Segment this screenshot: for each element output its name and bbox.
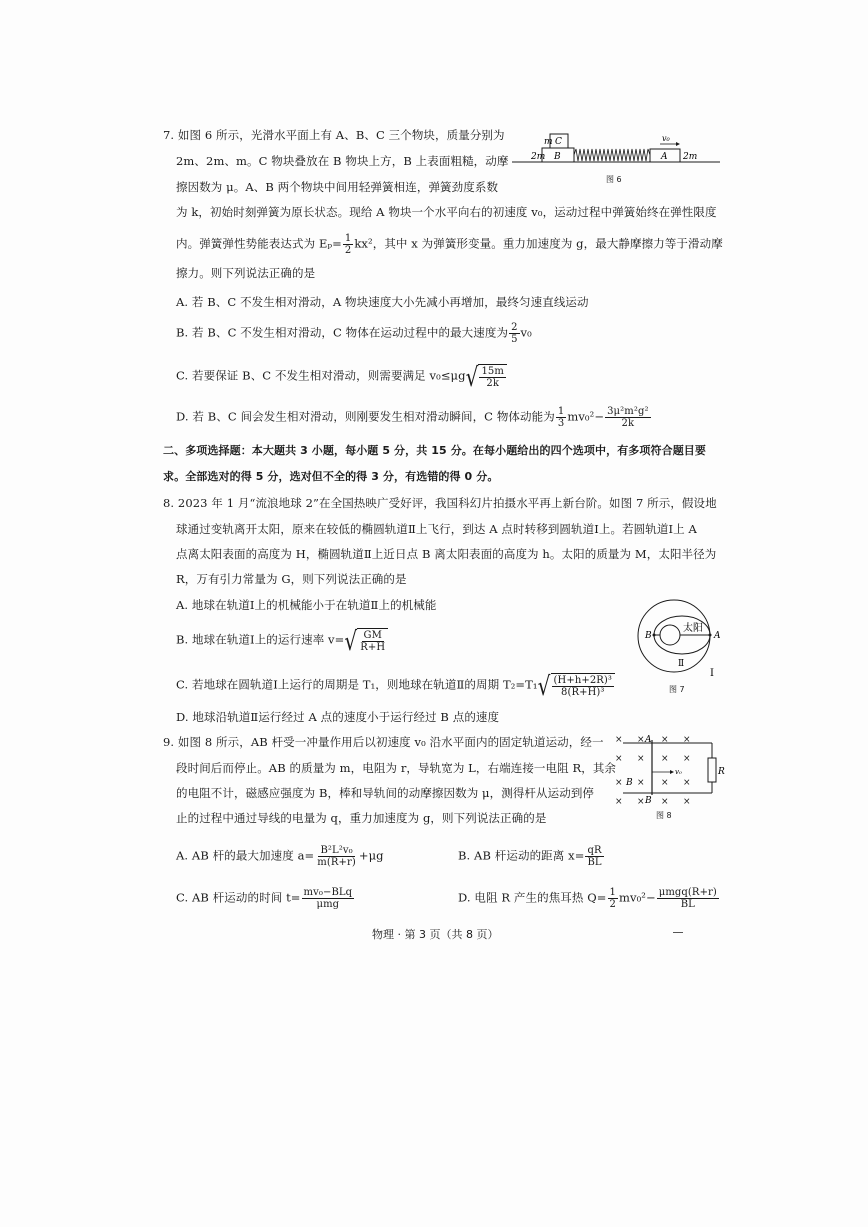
q7-text-line-6: 擦力。则下列说法正确的是 <box>176 266 316 280</box>
square-root: √ $\frac{GM}{R+H}$ <box>344 628 388 653</box>
q8-option-c: C. 若地球在圆轨道Ⅰ上运行的周期是 T₁，则地球在轨道Ⅱ的周期 T₂=T₁ √ $\frac{\text{(H+h+2R)³}}{\text{8(R+H)³}}$ <box>176 673 615 698</box>
svg-text:×: × <box>615 735 623 745</box>
q7-line5-suffix: kx²，其中 x 为弹簧形变量。重力加速度为 g，最大静摩擦力等于滑动摩 <box>354 236 723 251</box>
q8-text-line-1: 8. 2023 年 1 月“流浪地球 2”在全国热映广受好评，我国科幻片拍摄水平再上新台阶。如图 7 所示，假设地 <box>163 496 717 510</box>
q7-option-b: B. 若 B、C 不发生相对滑动，C 物体在运动过程中的最大速度为 $\frac{2}{5}$ v₀ <box>176 322 532 345</box>
figure-8-circuit-diagram <box>608 728 728 810</box>
q9-text-line-2: 段时间后而停止。AB 的质量为 m，电阻为 r，导轨宽为 L，右端连接一电阻 R，其余 <box>176 761 617 775</box>
label-b-field: B <box>626 778 633 788</box>
svg-text:×: × <box>683 797 691 807</box>
q7-text-line-3: 擦因数为 μ。A、B 两个物块中间用轻弹簧相连，弹簧劲度系数 <box>176 180 499 194</box>
svg-text:×: × <box>637 754 645 764</box>
label-b: B <box>554 152 561 162</box>
q9-option-c: C. AB 杆运动的时间 t= $\frac{\text{mv₀−BLq}}{\text{μmg}}$ <box>176 887 353 910</box>
label-a-mass: 2m <box>683 152 698 162</box>
q7-option-a: A. 若 B、C 不发生相对滑动，A 物块速度大小先减小再增加，最终匀速直线运动 <box>176 295 589 309</box>
figure-8-caption: 图 8 <box>656 811 672 820</box>
q7-text-line-4: 为 k，初始时刻弹簧为原长状态。现给 A 物块一个水平向右的初速度 v₀，运动过程中弹簧始终在弹性限度 <box>176 205 717 219</box>
q9-text-line-1: 9. 如图 8 所示，AB 杆受一冲量作用后以初速度 v₀ 沿水平面内的固定轨道运动，经一 <box>163 735 604 749</box>
label-r: R <box>718 767 725 777</box>
q8-text-line-3: 点离太阳表面的高度为 H，椭圆轨道Ⅱ上近日点 B 离太阳表面的高度为 h。太阳的质量为 M，太阳半径为 <box>176 547 717 561</box>
q7-option-d: D. 若 B、C 间会发生相对滑动，则刚要发生相对滑动瞬间，C 物体动能为 $\frac{1}{3}$ mv₀²− $\frac{\text{3μ²m²g²}}{2k}$ <box>176 406 649 429</box>
svg-text:×: × <box>661 735 669 745</box>
svg-text:×: × <box>615 778 623 788</box>
label-v0: v₀ <box>675 768 682 776</box>
q9-option-a: A. AB 杆的最大加速度 a= $\frac{\text{B²L²v₀}}{m(R+r)}$ +μg <box>176 845 384 868</box>
label-b-rod: B <box>645 796 652 806</box>
label-c: C <box>555 137 562 147</box>
section-2-heading-line-2: 求。全部选对的得 5 分，选对但不全的得 3 分，有选错的得 0 分。 <box>163 470 499 483</box>
fraction: $\frac{1}{2}$ <box>344 233 352 256</box>
figure-7-caption: 图 7 <box>669 685 685 694</box>
label-v0: v₀ <box>662 134 670 143</box>
label-orbit-1: Ⅰ <box>710 668 714 679</box>
svg-text:×: × <box>637 778 645 788</box>
q8-text-line-4: R，万有引力常量为 G，则下列说法正确的是 <box>176 572 407 586</box>
q9-option-b: B. AB 杆运动的距离 x= $\frac{qR}{BL}$ <box>458 845 602 868</box>
page-footer: 物理 · 第 3 页（共 8 页） <box>372 928 499 941</box>
q7-text-line-1: 7. 如图 6 所示，光滑水平面上有 A、B、C 三个物块，质量分别为 <box>163 128 505 142</box>
svg-text:×: × <box>661 778 669 788</box>
label-b: B <box>645 631 652 641</box>
square-root: √ $\frac{15m}{2k}$ <box>466 364 507 389</box>
q9-text-line-3: 的电阻不计，磁感应强度为 B，棒和导轨间的动摩擦因数为 μ，测得杆从运动到停 <box>176 786 595 800</box>
label-a: A <box>645 735 652 745</box>
label-sun: 太阳 <box>683 623 703 634</box>
q8-option-a: A. 地球在轨道Ⅰ上的机械能小于在轨道Ⅱ上的机械能 <box>176 598 437 612</box>
label-b-mass: 2m <box>531 152 546 162</box>
q8-text-line-2: 球通过变轨离开太阳，原来在较低的椭圆轨道Ⅱ上飞行，到达 A 点时转移到圆轨道Ⅰ上。若圆轨道Ⅰ上 A <box>176 522 697 536</box>
q7-text-line-5 <box>176 233 723 256</box>
q8-option-b: B. 地球在轨道Ⅰ上的运行速率 v= √ $\frac{GM}{R+H}$ <box>176 628 388 653</box>
svg-text:×: × <box>683 754 691 764</box>
q7-text-line-2: 2m、2m、m。C 物块叠放在 B 物块上方，B 上表面粗糙，动摩 <box>176 154 509 168</box>
fraction: $\frac{2}{5}$ <box>511 322 518 345</box>
label-a: A <box>661 152 668 162</box>
svg-text:×: × <box>661 754 669 764</box>
label-a: A <box>714 631 721 641</box>
section-2-heading-line-1: 二、多项选择题：本大题共 3 小题，每小题 5 分，共 15 分。在每小题给出的四个选项中，有多项符合题目要 <box>163 444 706 457</box>
svg-text:×: × <box>637 735 645 745</box>
svg-text:×: × <box>615 797 623 807</box>
q7-line5-prefix: 内。弹簧弹性势能表达式为 Eₚ= <box>176 236 342 251</box>
svg-text:×: × <box>683 735 691 745</box>
label-orbit-2: Ⅱ <box>678 659 685 669</box>
svg-text:×: × <box>637 797 645 807</box>
figure-6-caption: 图 6 <box>606 175 622 184</box>
q7-option-c: C. 若要保证 B、C 不发生相对滑动，则需要满足 v₀≤μg √ $\frac{15m}{2k}$ <box>176 364 507 389</box>
label-c-mass: m <box>544 137 553 147</box>
figure-7-orbit-diagram <box>628 598 730 688</box>
q8-option-d: D. 地球沿轨道Ⅱ运行经过 A 点的速度小于运行经过 B 点的速度 <box>176 710 500 724</box>
footer-mark <box>673 932 683 933</box>
q9-text-line-4: 止的过程中通过导线的电量为 q，重力加速度为 g，则下列说法正确的是 <box>176 811 547 825</box>
square-root: √ $\frac{\text{(H+h+2R)³}}{\text{8(R+H)³}}$ <box>538 673 615 698</box>
svg-text:×: × <box>683 778 691 788</box>
q9-option-d: D. 电阻 R 产生的焦耳热 Q= $\frac{1}{2}$ mv₀²− $\frac{\text{μmgq(R+r)}}{BL}$ <box>458 887 717 910</box>
svg-text:×: × <box>661 797 669 807</box>
svg-text:×: × <box>615 754 623 764</box>
